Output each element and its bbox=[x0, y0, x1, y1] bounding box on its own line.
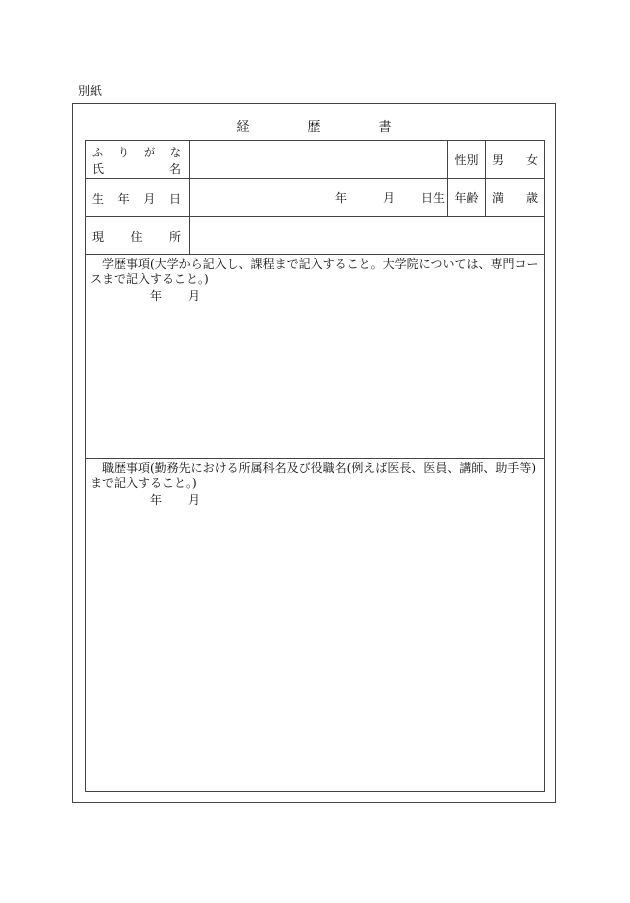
career-section[interactable] bbox=[86, 459, 544, 791]
name-label-cell bbox=[86, 141, 190, 178]
address-label-cell bbox=[86, 217, 190, 254]
name-row bbox=[86, 141, 544, 179]
birth-day-unit: 日生 bbox=[420, 191, 445, 205]
gender-label: 性別 bbox=[448, 141, 486, 178]
career-instruction: 職歴事項(勤務先における所属科名及び役職名(例えば医長、医員、講師、助手等)まで記入すること。) bbox=[90, 461, 537, 490]
education-instruction: 学歴事項(大学から記入し、課程まで記入すること。大学院については、専門コースまで記入すること。) bbox=[90, 257, 539, 286]
gender-option-male[interactable]: 男 bbox=[492, 153, 505, 167]
education-year-label: 年 bbox=[150, 289, 163, 303]
gender-options[interactable] bbox=[486, 141, 544, 178]
name-label: 氏 名 bbox=[92, 162, 181, 176]
education-month-label: 月 bbox=[188, 289, 201, 303]
annex-label: 別紙 bbox=[78, 84, 103, 98]
title-char: 歴 bbox=[307, 120, 321, 135]
document-title bbox=[72, 116, 556, 135]
birth-label-cell bbox=[86, 179, 190, 216]
title-char: 経 bbox=[236, 120, 250, 135]
title-char: 書 bbox=[378, 120, 392, 135]
age-suffix: 歳 bbox=[525, 191, 538, 205]
address-row bbox=[86, 217, 544, 255]
age-label: 年齢 bbox=[448, 179, 486, 216]
birth-month-unit: 月 bbox=[382, 191, 395, 205]
education-date-header bbox=[150, 287, 200, 304]
resume-form bbox=[85, 140, 545, 792]
birth-date-cell[interactable] bbox=[190, 179, 448, 216]
name-input-cell[interactable] bbox=[190, 141, 448, 178]
age-cell[interactable] bbox=[486, 179, 544, 216]
education-section[interactable] bbox=[86, 255, 544, 459]
career-month-label: 月 bbox=[188, 493, 201, 507]
furigana-label: ふ り が な bbox=[92, 146, 181, 159]
birth-label: 生 年 月 日 bbox=[92, 192, 181, 206]
age-prefix: 満 bbox=[492, 191, 505, 205]
gender-option-female[interactable]: 女 bbox=[525, 153, 538, 167]
address-label: 現 住 所 bbox=[92, 230, 181, 244]
career-date-header bbox=[150, 491, 200, 508]
birth-row bbox=[86, 179, 544, 217]
birth-year-unit: 年 bbox=[334, 191, 347, 205]
career-year-label: 年 bbox=[150, 493, 163, 507]
